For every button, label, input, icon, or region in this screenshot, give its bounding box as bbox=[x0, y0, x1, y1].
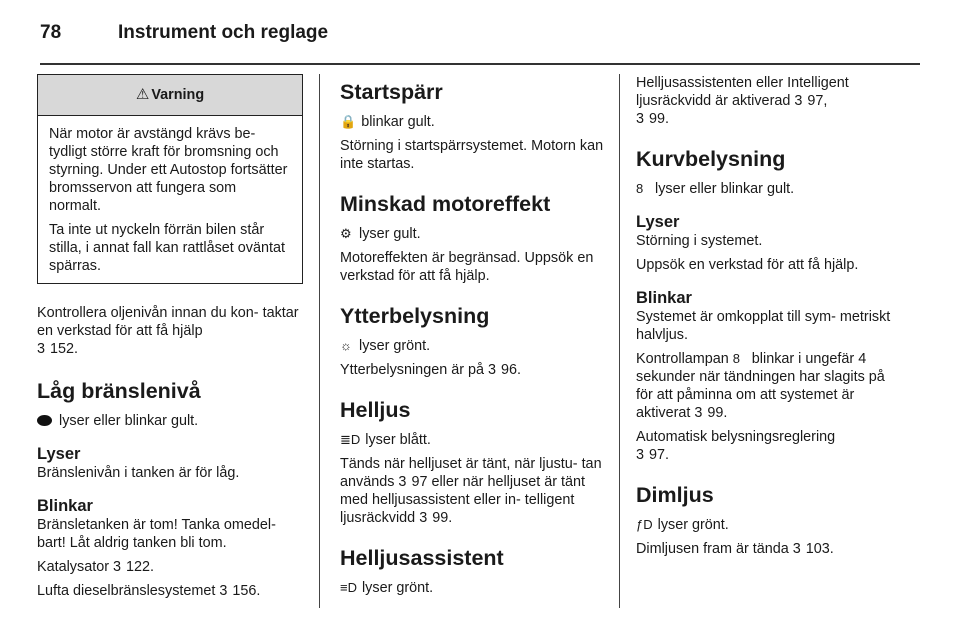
lamp-line bbox=[636, 516, 902, 534]
paragraph bbox=[340, 455, 606, 527]
lamp-line bbox=[340, 337, 606, 355]
subheading: Blinkar bbox=[636, 289, 692, 307]
ref-arrow-icon: 3 bbox=[419, 510, 428, 526]
text: Tänds när helljuset är tänt, när ljustu- tan används bbox=[340, 456, 602, 490]
warning-box bbox=[37, 74, 303, 284]
section-heading: Kurvbelysning bbox=[636, 147, 786, 171]
lamp-text: lyser grönt. bbox=[359, 338, 431, 354]
page-ref[interactable]: 97 bbox=[411, 474, 428, 490]
page-header bbox=[40, 18, 920, 48]
text: Ytterbelysningen är på bbox=[340, 362, 484, 378]
section-heading: Ytterbelysning bbox=[340, 304, 490, 328]
exterior-light-icon: ☼ bbox=[340, 338, 352, 353]
section-heading: Låg bränslenivå bbox=[37, 379, 201, 403]
paragraph bbox=[636, 74, 902, 128]
text: Automatisk belysningsreglering bbox=[636, 429, 836, 445]
subheading: Lyser bbox=[636, 213, 680, 231]
lamp-text: blinkar gult. bbox=[361, 114, 435, 130]
text: blinkar i ungefär 4 sekunder när tändningen har slagits på för att påminna om att systemet är aktiverat bbox=[636, 351, 885, 421]
paragraph: Systemet är omkopplat till sym- metriskt halvljus. bbox=[636, 309, 891, 343]
page-ref[interactable]: 96. bbox=[501, 362, 522, 378]
ref-arrow-icon: 3 bbox=[636, 111, 645, 127]
fog-light-icon: ƒD bbox=[636, 517, 653, 532]
page-ref[interactable]: 122. bbox=[126, 559, 155, 575]
page-ref[interactable]: 99. bbox=[649, 111, 670, 127]
warning-paragraph: Ta inte ut nyckeln förrän bilen står stilla, i annat fall kan rattlåset oväntat spärras. bbox=[49, 222, 285, 274]
lamp-text: lyser blått. bbox=[365, 432, 431, 448]
page-ref[interactable]: 99. bbox=[707, 405, 728, 421]
ref-arrow-icon: 3 bbox=[113, 559, 122, 575]
lamp-text: lyser grönt. bbox=[361, 580, 434, 596]
warning-title: Varning bbox=[151, 87, 205, 103]
section-heading: Startspärr bbox=[340, 80, 443, 104]
curve-light-icon: 8 bbox=[732, 351, 741, 366]
text: Helljusassistenten eller Intelligent ljusräckvidd är aktiverad bbox=[636, 75, 849, 109]
section-heading: Helljusassistent bbox=[340, 546, 504, 570]
lamp-text: lyser grönt. bbox=[657, 517, 729, 533]
ref-arrow-icon: 3 bbox=[636, 447, 645, 463]
column-middle bbox=[340, 74, 606, 603]
warning-paragraph: När motor är avstängd krävs be- tydligt större kraft för bromsning och styrning. Under ett Autostop fortsätter bromsservon att fungera som normalt. bbox=[49, 126, 288, 214]
page-ref[interactable]: 97, bbox=[807, 93, 828, 109]
section-heading: Dimljus bbox=[636, 483, 714, 507]
ref-arrow-icon: 3 bbox=[794, 93, 803, 109]
column-left bbox=[37, 74, 303, 606]
page-ref[interactable]: 99. bbox=[432, 510, 453, 526]
high-beam-assist-icon: ≡D bbox=[340, 580, 357, 595]
lamp-line bbox=[636, 180, 902, 198]
ref-arrow-icon: 3 bbox=[37, 341, 46, 357]
section-heading: Helljus bbox=[340, 398, 411, 422]
paragraph: Motoreffekten är begränsad. Uppsök en verkstad för att få hjälp. bbox=[340, 250, 594, 284]
lamp-line bbox=[340, 225, 606, 243]
ref-arrow-icon: 3 bbox=[219, 583, 228, 599]
katalysator-label: Katalysator bbox=[37, 559, 109, 575]
lamp-text: lyser eller blinkar gult. bbox=[655, 181, 795, 197]
lufta-label: Lufta dieselbränslesystemet bbox=[37, 583, 216, 599]
text: eller när helljuset är tänt med helljusassistent eller in- telligent ljusräckvidd bbox=[340, 474, 586, 526]
page-title: Instrument och reglage bbox=[118, 22, 329, 43]
paragraph: Störning i systemet. bbox=[636, 233, 763, 249]
column-right bbox=[636, 74, 902, 564]
oil-check-paragraph bbox=[37, 304, 303, 358]
page-ref[interactable]: 103. bbox=[805, 541, 834, 557]
column-divider bbox=[319, 74, 320, 608]
warning-triangle-icon: ⚠ bbox=[135, 86, 150, 103]
ref-arrow-icon: 3 bbox=[694, 405, 703, 421]
high-beam-icon: ≣D bbox=[340, 432, 361, 447]
lamp-line bbox=[340, 579, 606, 597]
paragraph bbox=[340, 361, 606, 379]
page-ref[interactable]: 97. bbox=[649, 447, 670, 463]
lamp-line bbox=[37, 412, 303, 430]
section-heading: Minskad motoreffekt bbox=[340, 192, 551, 216]
paragraph: Bränsletanken är tom! Tanka omedel- bart! Låt aldrig tanken bli tom. bbox=[37, 517, 276, 551]
paragraph: Uppsök en verkstad för att få hjälp. bbox=[636, 257, 859, 273]
paragraph: Bränslenivån i tanken är för låg. bbox=[37, 465, 240, 481]
immobilizer-icon: 🔒 bbox=[340, 114, 357, 129]
paragraph bbox=[636, 428, 902, 464]
subheading: Lyser bbox=[37, 445, 81, 463]
katalysator-line bbox=[37, 558, 303, 576]
curve-light-icon: 8 bbox=[636, 181, 644, 196]
page-number: 78 bbox=[40, 22, 62, 43]
oil-check-text: Kontrollera oljenivån innan du kon- taktar en verkstad för att få hjälp bbox=[37, 305, 299, 339]
paragraph bbox=[636, 350, 902, 422]
subheading: Blinkar bbox=[37, 497, 93, 515]
warning-body bbox=[38, 116, 302, 283]
lamp-text: lyser eller blinkar gult. bbox=[59, 413, 199, 429]
ref-arrow-icon: 3 bbox=[398, 474, 407, 490]
paragraph bbox=[636, 540, 902, 558]
lamp-line bbox=[340, 431, 606, 449]
warning-header bbox=[38, 75, 302, 116]
ref-arrow-icon: 3 bbox=[792, 541, 801, 557]
column-divider bbox=[619, 74, 620, 608]
ref-arrow-icon: 3 bbox=[488, 362, 497, 378]
page-ref[interactable]: 152. bbox=[50, 341, 79, 357]
paragraph: Störning i startspärrsystemet. Motorn kan inte startas. bbox=[340, 138, 604, 172]
lamp-text: lyser gult. bbox=[359, 226, 421, 242]
text: Dimljusen fram är tända bbox=[636, 541, 789, 557]
lamp-line bbox=[340, 113, 606, 131]
lufta-line bbox=[37, 582, 303, 600]
fuel-dot-icon bbox=[37, 415, 52, 426]
header-divider bbox=[40, 63, 920, 65]
page-ref[interactable]: 156. bbox=[232, 583, 261, 599]
engine-power-icon: ⚙ bbox=[340, 226, 352, 241]
text: Kontrollampan bbox=[636, 351, 729, 367]
